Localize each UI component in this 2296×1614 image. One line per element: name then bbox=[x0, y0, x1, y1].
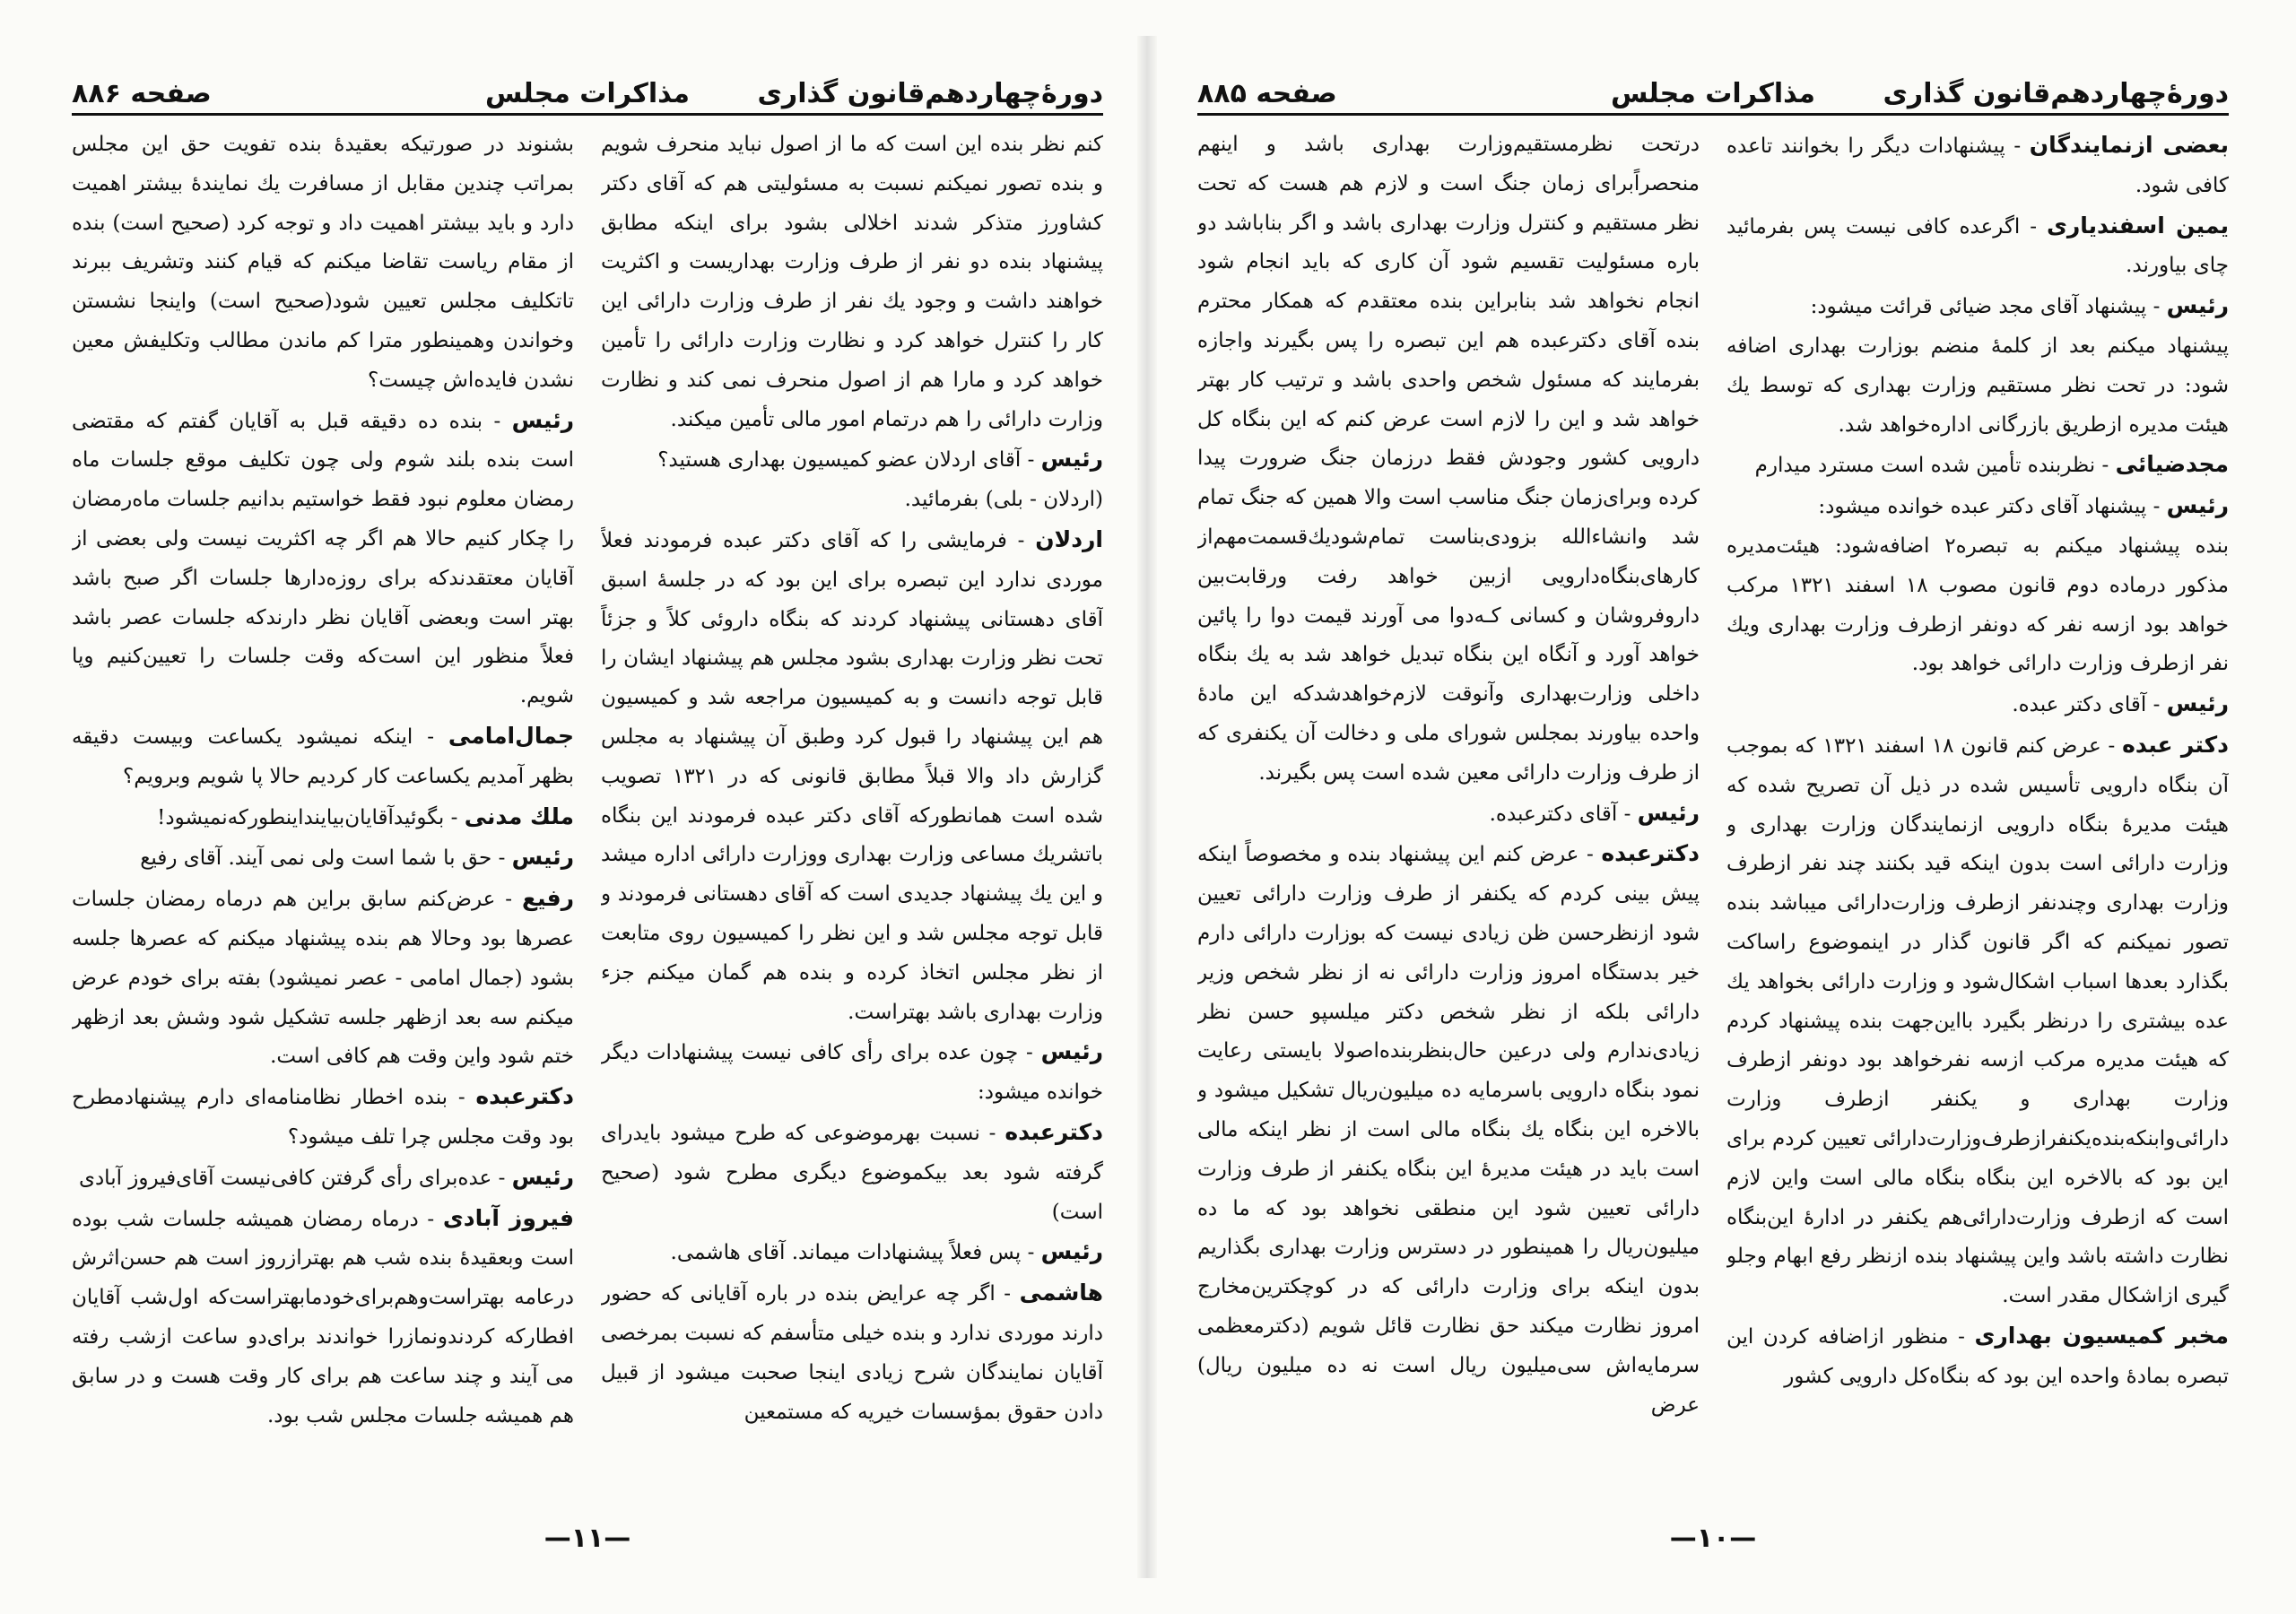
paragraph: فیروز آبادی - درماه رمضان همیشه جلسات شب بوده است وبعقیدهٔ بنده شب هم بهترازروز است هم حسن‌اثرش درعامه بهتراست‌وهم‌برای‌خودمابهتراست‌که اول‌شب آقایان افطارکه کردندونمازرا خواندند برای‌دو ساعت ازشب رفته می آیند و چند ساعت هم برای کار وقت هست و در سابق هم همیشه جلسات مجلس شب بود. bbox=[72, 1204, 574, 1427]
paragraph-text: نسبت بهرموضوعی که طرح میشود بایدرای گرفته شود بعد بیکموضوع دیگری مطرح شود (صحیح است) bbox=[601, 1121, 1103, 1224]
paragraph-text: عده‌برای رأی گرفتن کافی‌نیست آقای‌فیروز آبادی bbox=[78, 1166, 492, 1190]
paragraph: دکتر عبده - عرض کنم قانون ۱۸ اسفند ۱۳۲۱ که بموجب آن بنگاه دارویی تأسیس شده در ذیل آن تصریح شده که هیئت مدیرهٔ بنگاه دارویی ازنمایندگان وزارت بهداری و وزارت دارائی است بدون اینکه قید بکنند چند نفر ازطرف وزارت بهداری وچندنفر ازطرف وزارت‌دارائی میباشد بنده تصور نمیکنم که اگر قانون گذار در اینموضوع راساکت بگذارد بعدها اسباب اشکال‌شود و وزارت دارائی بخواهد یك عده بیشتری را درنظر بگیرد بااین‌جهت بنده پیشنهاد کردم که هیئت مدیره مرکب ازسه نفرخواهد بود دونفر ازطرف وزارت بهداری و یکنفر ازطرف وزارت دارائی‌وابنکه‌بنده‌یکنفر‌ازطرف‌وزارت‌دارائی تعیین کردم برای این بود که بالاخره این بنگاه بنگاه مالی است واین لازم است که ازطرف وزارت‌دارائی‌هم یکنفر در ادارهٔ این‌بنگاه نظارت داشته باشد واین پیشنهاد بنده ازنظر رفع ابهام وجلو گیری ازاشکال مقدر است. bbox=[1726, 731, 2229, 1308]
paragraph bbox=[1726, 527, 2229, 684]
speaker-name: رئیس bbox=[511, 406, 574, 433]
paragraph-text: درماه رمضان همیشه جلسات شب بوده است وبعقیدهٔ بنده شب هم بهترازروز است هم حسن‌اثرش درعامه بهتراست‌وهم‌برای‌خودمابهتراست‌که اول‌شب آقایان افطارکه کردندونمازرا خواندند برای‌دو ساعت ازشب رفته می آیند و چند ساعت هم برای کار وقت هست و در سابق هم همیشه جلسات مجلس شب بود. bbox=[72, 1207, 574, 1427]
paragraph: رئیس - پیشنهاد آقای دکتر عبده خوانده میشود: bbox=[1818, 492, 2229, 519]
paragraph: دکترعبده - بنده اخطار نظامنامه‌ای دارم پیشنهادمطرح بود وقت مجلس چرا تلف میشود؟ bbox=[72, 1083, 574, 1149]
paragraph: جمال‌امامی - اینکه نمیشود یکساعت وبیست دقیقه بظهر آمدیم یکساعت کار کردیم حالا پا شویم وبرویم؟ bbox=[72, 722, 574, 788]
paragraph-text: عرض کنم این پیشنهاد بنده و مخصوصاً اینکه پیش بینی کردم که یکنفر از طرف وزارت دارائی تعیین شود ازنظرحسن ظن زیادی نیست که بوزارت دارائی دارم خیر بدستگاه امروز وزارت دارائی نه از نظر شخص وزیر دارائی بلکه از نظر شخص دکتر میلسپو حسن نظر زیادی‌ندارم ولی درعین حال‌بنظر‌بنده‌اصولا‌ بایستی رعایت نمود بنگاه دارویی باسرمایه ده میلیون‌ریال تشکیل میشود و بالاخره این بنگاه یك بنگاه مالی است از نظر اینکه مالی است باید در هیئت مدیرهٔ این بنگاه یکنفر از طرف وزارت دارائی تعیین شود این منطقی نخواهد بود که ما ده میلیون‌ریال را همینطور در دسترس وزارت بهداری بگذاریم بدون اینکه برای وزارت دارائی که در کوچکترین‌مخارج امروز نظارت میکند حق نظارت قائل شویم (دکترمعظمی سرمایه‌اش سی‌میلیون ریال است نه ده میلیون ریال) عرض bbox=[1197, 843, 1700, 1417]
paragraph: مجدضیائی - نظربنده تأمین شده است مسترد میدارم bbox=[1754, 451, 2229, 478]
header-rule bbox=[1197, 113, 2229, 116]
paragraph-text: درتحت نظرمستقیم‌وزارت بهداری باشد و اینهم منحصراًبرای زمان جنگ است و لازم هم هست که تحت نظر مستقیم و کنترل وزارت بهداری باشد و اگر بناباشد دو باره مسئولیت تقسیم شود آن کاری که باید انجام شود انجام نخواهد شد بنابراین بنده معتقدم که همکار محترم بنده آقای دکترعبده هم این تبصره را پس بگیرند واجازه بفرمایند که مسئول شخص واحدی باشد و ترتیب کار بهتر خواهد شد و این را لازم است عرض کنم که این بنگاه کل دارویی کشور وجودش فقط درزمان جنگ ضرورت پیدا کرده وبرای‌زمان جنگ مناسب است والا همین که جنگ تمام شد وانشاءالله بزودی‌بناست تمام‌شود‌یك‌قسمت‌مهم‌از کارهای‌بنگاه‌دارویی از‌بین خواهد رفت ورقابت‌بین دارو‌فروشان و کسانی کـه‌دوا می آورند قیمت دوا را پائین خواهد آورد و آنگاه این بنگاه تبدیل خواهد شد به یك بنگاه داخلی وزارت‌بهداری وآنوقت لازم‌خواهدشدکه این مادهٔ واحده بیاورند بمجلس شورای ملی و دخالت آن یکنفری که از طرف وزارت دارائی معین شده است پس بگیرند. bbox=[1197, 133, 1700, 785]
paragraph: بعضی ازنمایندگان - پیشنهادات دیگر را بخوانند تاعده کافی شود. bbox=[1726, 132, 2229, 197]
paragraph-text: آقای اردلان عضو کمیسیون بهداری هستید؟ bbox=[657, 448, 1022, 473]
paragraph: رئیس - عده‌برای رأی گرفتن کافی‌نیست آقای‌فیروز آبادی bbox=[78, 1163, 574, 1190]
paragraph: رفیع - عرض‌کنم سابق براین هم درماه رمضان جلسات عصرها بود وحالا هم بنده پیشنهاد میکنم که عصرها جلسه بشود (جمال امامی - عصر نمیشود) بفته برای خودم عرض میکنم سه بعد ازظهر جلسه تشکیل شود وشش بعد ازظهر ختم شود واین وقت هم کافی است. bbox=[72, 885, 574, 1069]
speaker-name: رئیس bbox=[1637, 799, 1700, 826]
paragraph-text: عرض‌کنم سابق براین هم درماه رمضان جلسات عصرها بود وحالا هم بنده پیشنهاد میکنم که عصرها جلسه بشود (جمال امامی - عصر نمیشود) بفته برای خودم عرض میکنم سه بعد ازظهر جلسه تشکیل شود وشش بعد ازظهر ختم شود واین وقت هم کافی است. bbox=[72, 888, 574, 1069]
paragraph: هاشمی - اگر چه عرایض بنده در باره آقایانی که حضور دارند موردی ندارد و بنده خیلی متأسفم که نسبت بمرخصی آقایان نمایندگان شرح زیادی اینجا صحبت میشود از قبیل دادن حقوق بمؤسسات خیریه که مستمعین bbox=[601, 1280, 1103, 1424]
paragraph-text: منظور ازاضافه کردن این تبصره بمادهٔ واحده این بود که بنگاه‌کل دارویی کشور bbox=[1726, 1324, 2229, 1388]
page-number-footer: —۱۱— bbox=[544, 1523, 631, 1554]
header-page-label: صفحه ۸۸۵ bbox=[1197, 78, 1337, 109]
speaker-name: ملك مدنی bbox=[464, 803, 574, 829]
speaker-name: مجدضیائی bbox=[2115, 451, 2229, 478]
paragraph-text: بنده اخطار نظامنامه‌ای دارم پیشنهادمطرح بود وقت مجلس چرا تلف میشود؟ bbox=[72, 1086, 574, 1149]
text-columns bbox=[72, 126, 1103, 1497]
paragraph-text: آقای دکترعبده. bbox=[1489, 802, 1618, 826]
paragraph bbox=[1726, 327, 2229, 445]
paragraph-text: اگرعده کافی نیست پس بفرمائید چای بیاورند. bbox=[1726, 214, 2229, 278]
header-title: مذاکرات مجلس bbox=[484, 78, 691, 109]
speaker-name: دکتر عبده bbox=[2122, 731, 2229, 758]
speaker-name: رئیس bbox=[1040, 1038, 1103, 1065]
page-886 bbox=[72, 0, 1103, 1614]
paragraph: دکترعبده - نسبت بهرموضوعی که طرح میشود بایدرای گرفته شود بعد بیکموضوع دیگری مطرح شود (صحیح است) bbox=[601, 1118, 1103, 1224]
speaker-name: رئیس bbox=[1040, 446, 1103, 473]
speaker-name: دکترعبده bbox=[1004, 1118, 1103, 1145]
paragraph: مخبر کمیسیون بهداری - منظور ازاضافه کردن این تبصره بمادهٔ واحده این بود که بنگاه‌کل دارویی کشور bbox=[1726, 1322, 2229, 1388]
page-885 bbox=[1197, 0, 2229, 1614]
paragraph-text: پیشنهاد آقای مجد ضیائی قرائت میشود: bbox=[1810, 295, 2147, 319]
paragraph bbox=[72, 126, 574, 401]
paragraph-text: حق با شما است ولی نمی آیند. آقای رفیع bbox=[140, 846, 492, 871]
paragraph: دکترعبده - عرض کنم این پیشنهاد بنده و مخصوصاً اینکه پیش بینی کردم که یکنفر از طرف وزارت دارائی تعیین شود ازنظرحسن ظن زیادی نیست که بوزارت دارائی دارم خیر بدستگاه امروز وزارت دارائی نه از نظر شخص وزیر دارائی بلکه از نظر شخص دکتر میلسپو حسن نظر زیادی‌ندارم ولی درعین حال‌بنظر‌بنده‌اصولا‌ بایستی رعایت نمود بنگاه دارویی باسرمایه ده میلیون‌ریال تشکیل میشود و بالاخره این بنگاه یك بنگاه مالی است از نظر اینکه مالی است باید در هیئت مدیرهٔ این بنگاه یکنفر از طرف وزارت دارائی تعیین شود این منطقی نخواهد بود که ما ده میلیون‌ریال را همینطور در دسترس وزارت بهداری بگذاریم بدون اینکه برای وزارت دارائی که در کوچکترین‌مخارج امروز نظارت میکند حق نظارت قائل شویم (دکترمعظمی سرمایه‌اش سی‌میلیون ریال است نه ده میلیون ریال) عرض bbox=[1197, 840, 1700, 1417]
speaker-name: رئیس bbox=[2166, 292, 2229, 319]
speaker-name: رفیع bbox=[521, 885, 574, 912]
speaker-name: رئیس bbox=[2166, 690, 2229, 717]
paragraph: رئیس - پیشنهاد آقای مجد ضیائی قرائت میشود: bbox=[1810, 292, 2229, 319]
speaker-name: جمال‌امامی bbox=[448, 722, 574, 749]
speaker-name: اردلان bbox=[1035, 525, 1103, 552]
paragraph-text: بنده پیشنهاد میکنم به تبصره۲ اضافه‌شود: هیئت‌مدیره مذکور درماده دوم قانون مصوب ۱۸ اسفند ۱۳۲۱ مرکب خواهد بود ازسه نفر که دونفر ازطرف وزارت بهداری ویك نفر ازطرف وزارت دارائی خواهد بود. bbox=[1726, 534, 2229, 676]
speaker-name: رئیس bbox=[1040, 1238, 1103, 1265]
running-header bbox=[1197, 63, 2229, 109]
paragraph-text: عرض کنم قانون ۱۸ اسفند ۱۳۲۱ که بموجب آن بنگاه دارویی تأسیس شده در ذیل آن تصریح شده که هیئت مدیرهٔ بنگاه دارویی ازنمایندگان وزارت بهداری و وزارت دارائی است بدون اینکه قید بکنند چند نفر ازطرف وزارت بهداری وچندنفر ازطرف وزارت‌دارائی میباشد بنده تصور نمیکنم که اگر قانون گذار در اینموضوع راساکت بگذارد بعدها اسباب اشکال‌شود و وزارت دارائی بخواهد یك عده بیشتری را درنظر بگیرد بااین‌جهت بنده پیشنهاد کردم که هیئت مدیره مرکب ازسه نفرخواهد بود دونفر ازطرف وزارت بهداری و یکنفر ازطرف وزارت دارائی‌وابنکه‌بنده‌یکنفر‌ازطرف‌وزارت‌دارائی تعیین کردم برای این بود که بالاخره این بنگاه بنگاه مالی است واین لازم است که ازطرف وزارت‌دارائی‌هم یکنفر در ادارهٔ این‌بنگاه نظارت داشته باشد واین پیشنهاد بنده ازنظر رفع ابهام وجلو گیری ازاشکال مقدر است. bbox=[1726, 733, 2229, 1308]
text-column-left bbox=[72, 126, 574, 1497]
paragraph: یمین اسفندیاری - اگرعده کافی نیست پس بفرمائید چای بیاورند. bbox=[1726, 212, 2229, 278]
paragraph: رئیس - بنده ده دقیقه قبل به آقایان گفتم که مقتضی است بنده بلند شوم ولی چون تکلیف موقع جلسات ماه رمضان معلوم نبود فقط خواستیم بدانیم جلسات ماه‌رمضان را چکار کنیم حالا هم اگر چه اکثریت نیست ولی بعضی از آقایان معتقدندکه برای روزه‌دارها جلسات اگر صبح باشد بهتر است وبعضی آقایان نظر دارندکه جلسات عصر باشد فعلاً منظور این است‌که وقت جلسات را تعیین‌کنیم وپا شویم. bbox=[72, 406, 574, 708]
paragraph-text: کنم نظر بنده این است که ما از اصول نباید منحرف شویم و بنده تصور نمیکنم نسبت به مسئولیتی هم که آقای دکتر کشاورز متذکر شدند اخلالی بشود برای اینکه مطابق پیشنهاد بنده دو نفر از طرف وزارت بهداریست و اکثریت خواهند داشت و وجود یك نفر از طرف وزارت دارائی این کار را کنترل خواهد کرد و نظارت وزارت دارائی را تأمین خواهد کرد و مارا هم از اصول منحرف نمی کند و نظارت وزارت دارائی را هم درتمام امور مالی تأمین میکند. bbox=[601, 133, 1103, 431]
paragraph bbox=[601, 126, 1103, 439]
paragraph-text: چون عده برای رأی کافی نیست پیشنهادات دیگر خوانده میشود: bbox=[601, 1041, 1103, 1105]
speaker-name: دکترعبده bbox=[1601, 840, 1700, 867]
paragraph: رئیس - آقای دکترعبده. bbox=[1489, 799, 1700, 826]
header-period: دورهٔ‌چهاردهم‌قانون گذاری bbox=[1883, 78, 2229, 109]
paragraph-text: پیشنهاد میکنم بعد از کلمهٔ منضم بوزارت بهداری اضافه شود: در تحت نظر مستقیم وزارت بهداری که توسط یك هیئت مدیره ازطریق بازرگانی اداره‌خواهد شد. bbox=[1726, 334, 2229, 437]
book-gutter bbox=[1137, 36, 1157, 1578]
paragraph-text: بگوئیدآقایان‌بیایند‌اینطورکه‌نمیشود! bbox=[157, 805, 445, 829]
speaker-name: دکترعبده bbox=[475, 1083, 574, 1110]
paragraph-text: (اردلان - بلی) بفرمائید. bbox=[904, 488, 1103, 512]
text-column-right bbox=[1726, 126, 2229, 1497]
paragraph-text: فرمایشی را که آقای دکتر عبده فرمودند فعلاً موردی ندارد این تبصره برای این بود که در جلسهٔ اسبق آقای دهستانی پیشنهاد کردند که بنگاه داروئی کلاً و جزئاً تحت نظر وزارت بهداری بشود مجلس هم پیشنهاد ایشان را قابل توجه دانست و به کمیسیون مراجعه شد و کمیسیون هم این پیشنهاد را قبول کرد وطبق آن پیشنهاد به مجلس گزارش داد والا قبلاً مطابق قانونی که در ۱۳۲۱ تصویب شده است همانطورکه آقای دکتر عبده فرمودند این بنگاه باتشریك مساعی وزارت بهداری ووزارت دارائی اداره میشد و این یك پیشنهاد جدیدی است که آقای دهستانی فرمودند و قابل توجه مجلس شد و این نظر را کمیسیون روی متابعت از نظر مجلس اتخاذ کرده و بنده هم گمان میکنم جزء وزارت بهداری باشد بهتراست. bbox=[601, 528, 1103, 1024]
paragraph-text: پیشنهادات دیگر را بخوانند تاعده کافی شود. bbox=[1726, 134, 2229, 197]
paragraph: اردلان - فرمایشی را که آقای دکتر عبده فرمودند فعلاً موردی ندارد این تبصره برای این بود که در جلسهٔ اسبق آقای دهستانی پیشنهاد کردند که بنگاه داروئی کلاً و جزئاً تحت نظر وزارت بهداری بشود مجلس هم پیشنهاد ایشان را قابل توجه دانست و به کمیسیون مراجعه شد و کمیسیون هم این پیشنهاد را قبول کرد وطبق آن پیشنهاد به مجلس گزارش داد والا قبلاً مطابق قانونی که در ۱۳۲۱ تصویب شده است همانطورکه آقای دکتر عبده فرمودند این بنگاه باتشریك مساعی وزارت بهداری ووزارت دارائی اداره میشد و این یك پیشنهاد جدیدی است که آقای دهستانی فرمودند و قابل توجه مجلس شد و این نظر را کمیسیون روی متابعت از نظر مجلس اتخاذ کرده و بنده هم گمان میکنم جزء وزارت بهداری باشد بهتراست. bbox=[601, 525, 1103, 1024]
speaker-name: رئیس bbox=[511, 844, 574, 871]
header-period: دورهٔ‌چهاردهم‌قانون گذاری bbox=[757, 78, 1103, 109]
speaker-name: یمین اسفندیاری bbox=[2046, 212, 2229, 239]
paragraph-text: بنده ده دقیقه قبل به آقایان گفتم که مقتضی است بنده بلند شوم ولی چون تکلیف موقع جلسات ماه رمضان معلوم نبود فقط خواستیم بدانیم جلسات ماه‌رمضان را چکار کنیم حالا هم اگر چه اکثریت نیست ولی بعضی از آقایان معتقدندکه برای روزه‌دارها جلسات اگر صبح باشد بهتر است وبعضی آقایان نظر دارندکه جلسات عصر باشد فعلاً منظور این است‌که وقت جلسات را تعیین‌کنیم وپا شویم. bbox=[72, 409, 574, 708]
paragraph-text: پس فعلاً پیشنهادات میماند. آقای هاشمی. bbox=[670, 1241, 1022, 1265]
header-page-label: صفحه ۸۸۶ bbox=[72, 78, 212, 109]
header-rule bbox=[72, 113, 1103, 116]
paragraph-text: آقای دکتر عبده. bbox=[2012, 693, 2147, 717]
paragraph: رئیس - حق با شما است ولی نمی آیند. آقای رفیع bbox=[140, 844, 574, 871]
paragraph: رئیس - آقای دکتر عبده. bbox=[2012, 690, 2229, 717]
paragraph: رئیس - آقای اردلان عضو کمیسیون بهداری هستید؟ bbox=[657, 446, 1103, 473]
speaker-name: هاشمی bbox=[1019, 1280, 1103, 1306]
speaker-name: رئیس bbox=[2166, 492, 2229, 519]
paragraph-text: پیشنهاد آقای دکتر عبده خوانده میشود: bbox=[1818, 495, 2147, 519]
paragraph-text: نظربنده تأمین شده است مسترد میدارم bbox=[1754, 454, 2096, 478]
page-number-footer: —۱۰— bbox=[1669, 1523, 1757, 1554]
speaker-name: رئیس bbox=[511, 1163, 574, 1190]
paragraph: رئیس - چون عده برای رأی کافی نیست پیشنهادات دیگر خوانده میشود: bbox=[601, 1038, 1103, 1105]
speaker-name: مخبر کمیسیون بهداری bbox=[1974, 1322, 2229, 1349]
paragraph bbox=[1197, 126, 1700, 794]
paragraph-text: اینکه نمیشود یکساعت وبیست دقیقه بظهر آمدیم یکساعت کار کردیم حالا پا شویم وبرویم؟ bbox=[72, 725, 574, 788]
text-column-left bbox=[1197, 126, 1700, 1497]
paragraph bbox=[601, 481, 1103, 520]
running-header bbox=[72, 63, 1103, 109]
paragraph: ملك مدنی - بگوئیدآقایان‌بیایند‌اینطورکه‌نمیشود! bbox=[157, 803, 574, 829]
paragraph: رئیس - پس فعلاً پیشنهادات میماند. آقای هاشمی. bbox=[670, 1238, 1103, 1265]
text-column-right bbox=[601, 126, 1103, 1497]
header-title: مذاکرات مجلس bbox=[1610, 78, 1816, 109]
text-columns bbox=[1197, 126, 2229, 1497]
paragraph-text: اگر چه عرایض بنده در باره آقایانی که حضور دارند موردی ندارد و بنده خیلی متأسفم که نسبت بمرخصی آقایان نمایندگان شرح زیادی اینجا صحبت میشود از قبیل دادن حقوق بمؤسسات خیریه که مستمعین bbox=[601, 1282, 1103, 1424]
paragraph-text: بشنوند در صورتیکه بعقیدهٔ بنده تفویت حق این مجلس بمراتب چندین مقابل از مسافرت یك نمایندهٔ بیشتر اهمیت دارد و باید بیشتر اهمیت داد و توجه کرد (صحیح است) بنده از مقام ریاست تقاضا میکنم که قیام کنند وتشریف ببرند تاتکلیف مجلس تعیین شود(صحیح است) واینجا نشستن وخواندن وهمینطور مترا کم ماندن مطالب وتکلیفش معین نشدن فایده‌اش چیست؟ bbox=[72, 133, 574, 392]
speaker-name: بعضی ازنمایندگان bbox=[2029, 132, 2229, 158]
speaker-name: فیروز آبادی bbox=[442, 1204, 574, 1231]
